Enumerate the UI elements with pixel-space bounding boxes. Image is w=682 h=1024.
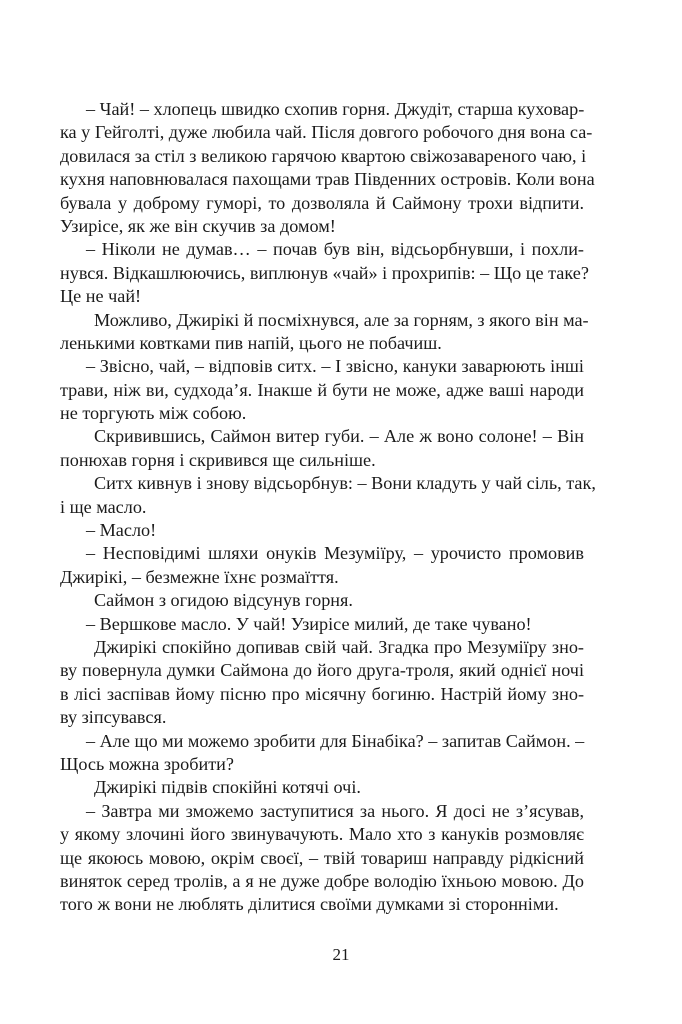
page-number: 21 — [332, 945, 350, 964]
text-line: ленькими ковтками пив напій, цього не побачиш. — [60, 332, 442, 353]
text-line: ка у Гейголті, дуже любила чай. Після довгого робочого дня вона са- — [60, 122, 593, 143]
text-line: бувала у доброму гуморі, то дозволяла й Саймону трохи відпити. — [60, 192, 584, 213]
text-line: Узирісе, як же він скучив за домом! — [60, 215, 336, 236]
text-line: понюхав горня і скривився ще сильніше. — [60, 449, 376, 470]
text-line: Саймон з огидою відсунув горня. — [94, 590, 353, 611]
text-line: – Чай! – хлопець швидко схопив горня. Джудіт, старша куховар- — [86, 99, 585, 119]
text-line: Ситх кивнув і знову відсьорбнув: – Вони кладуть у чай сіль, так, — [94, 473, 596, 494]
text-line: – Ніколи не думав… – почав був він, відсьорбнувши, і похли- — [86, 239, 584, 260]
text-line: нувся. Відкашлюючись, виплюнув «чай» і прохрипів: – Що це таке? — [60, 262, 589, 283]
text-line: Джирікі підвів спокійні котячі очі. — [94, 777, 361, 798]
text-line: трави, ніж ви, судхода’я. Інакше й бути не може, адже ваші народи — [60, 379, 584, 400]
text-line: того ж вони не люблять ділитися своїми думками зі сторонніми. — [60, 894, 559, 915]
text-line: ще якоюсь мовою, окрім своєї, – твій товариш направду рідкісний — [60, 847, 584, 868]
text-line: – Звісно, чай, – відповів ситх. – І звісно, кануки заварюють інші — [86, 356, 584, 377]
text-line: – Несповідимі шляхи онуків Мезуміїру, – урочисто промовив — [86, 543, 584, 564]
text-line: – Завтра ми зможемо заступитися за нього. Я досі не з’ясував, — [86, 800, 584, 821]
text-line: у якому злочині його звинувачують. Мало хто з кануків розмовляє — [60, 824, 584, 845]
text-line: Це не чай! — [60, 286, 142, 307]
text-line: в лісі заспівав йому пісню про місячну богиню. Настрій йому зно- — [60, 683, 584, 704]
body-text — [60, 98, 596, 917]
text-line: ву зіпсувався. — [60, 707, 167, 728]
text-line: не торгують між собою. — [60, 403, 247, 424]
text-line: Джирікі спокійно допивав свій чай. Згадка про Мезуміїру зно- — [94, 636, 584, 657]
text-line: Джирікі, – безмежне їхнє розмаїття. — [60, 566, 339, 587]
text-line: – Масло! — [86, 520, 157, 541]
text-line: і ще масло. — [60, 496, 147, 517]
text-line: виняток серед тролів, а я не дуже добре володію їхньою мовою. До — [60, 870, 584, 891]
text-line: кухня наповнювалася пахощами трав Південних островів. Коли вона — [60, 169, 595, 190]
text-line: Скривившись, Саймон витер губи. – Але ж воно солоне! – Він — [94, 426, 584, 447]
text-line: – Але що ми можемо зробити для Бінабіка? – запитав Саймон. – — [86, 730, 585, 751]
text-line: довилася за стіл з великою гарячою квартою свіжозавареного чаю, і — [60, 145, 587, 166]
text-line: Щось можна зробити? — [60, 753, 234, 774]
text-line: – Вершкове масло. У чай! Узирісе милий, де таке чувано! — [86, 613, 532, 634]
text-line: Можливо, Джирікі й посміхнувся, але за горням, з якого він ма- — [94, 309, 589, 330]
text-line: ву повернула думки Саймона до його друга-троля, який однієї ночі — [60, 660, 584, 681]
